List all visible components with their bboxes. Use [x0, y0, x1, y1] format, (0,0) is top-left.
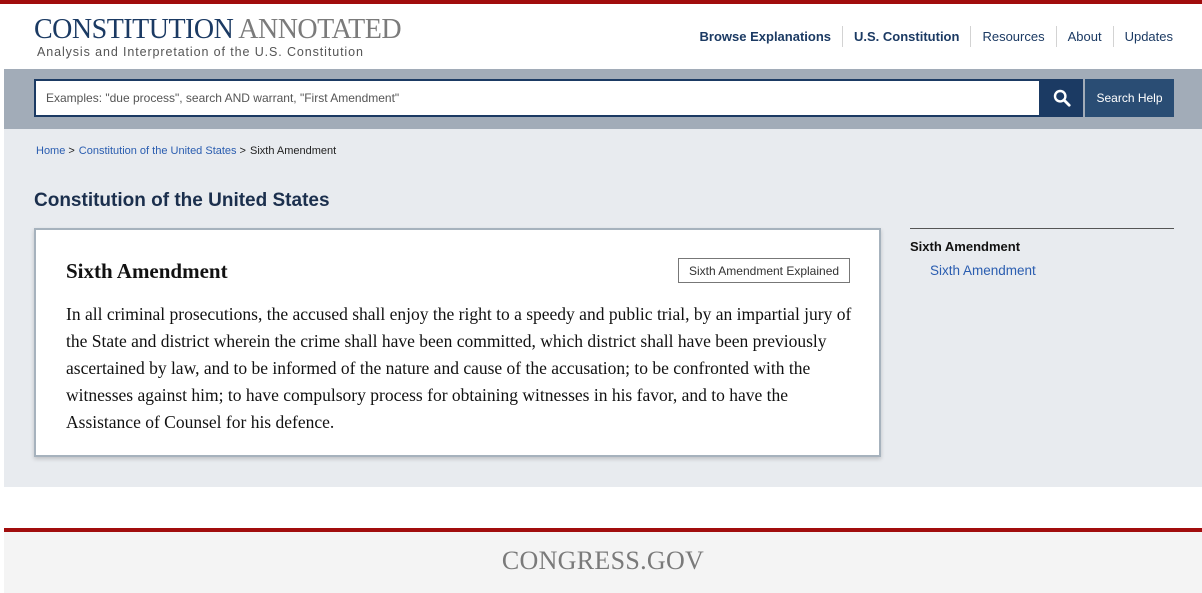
sidebar-link-sixth-amendment[interactable]: Sixth Amendment [930, 263, 1036, 278]
sidebar-toc [910, 228, 1174, 278]
congress-gov-logo[interactable]: CONGRESS.GOV [501, 545, 705, 575]
site-logo[interactable] [34, 16, 401, 59]
top-nav [689, 26, 1185, 47]
search-input[interactable] [34, 79, 1041, 117]
breadcrumb [36, 145, 336, 157]
search-help-button[interactable]: Search Help [1085, 79, 1174, 117]
page-title: Constitution of the United States [34, 190, 330, 211]
search-icon [1053, 89, 1071, 107]
nav-about[interactable]: About [1056, 26, 1113, 47]
main-content [4, 129, 1202, 487]
nav-resources[interactable]: Resources [970, 26, 1055, 47]
logo-title [34, 16, 401, 44]
amendment-explained-button[interactable]: Sixth Amendment Explained [678, 258, 850, 283]
logo-title-secondary: ANNOTATED [233, 14, 402, 45]
search-bar [4, 69, 1202, 129]
amendment-card [34, 228, 881, 457]
amendment-title: Sixth Amendment [66, 259, 228, 283]
nav-browse-explanations[interactable]: Browse Explanations [699, 29, 832, 44]
nav-updates[interactable]: Updates [1113, 26, 1185, 47]
sidebar-heading: Sixth Amendment [910, 239, 1021, 254]
breadcrumb-separator: > [68, 145, 75, 157]
amendment-text: In all criminal prosecutions, the accused shall enjoy the right to a speedy and public trial, by an impartial jury of the State and district wherein the crime shall have been committed, which district shall have been previously ascertained by law, and to be informed of the nature and cause of the accusation; to be confronted with the witnesses against him; to have compulsory process for obtaining witnesses in his favor, and to have the Assistance of Counsel for his defence. [66, 304, 852, 432]
breadcrumb-constitution[interactable]: Constitution of the United States [78, 145, 237, 157]
breadcrumb-home[interactable]: Home [36, 145, 66, 157]
search-button[interactable] [1041, 79, 1083, 117]
breadcrumb-current: Sixth Amendment [249, 145, 337, 157]
nav-us-constitution[interactable]: U.S. Constitution [842, 26, 970, 47]
breadcrumb-separator: > [239, 145, 246, 157]
logo-title-primary: CONSTITUTION [34, 14, 234, 45]
site-header [0, 4, 1202, 69]
logo-subtitle: Analysis and Interpretation of the U.S. Constitution [37, 45, 364, 59]
site-footer [4, 532, 1202, 593]
